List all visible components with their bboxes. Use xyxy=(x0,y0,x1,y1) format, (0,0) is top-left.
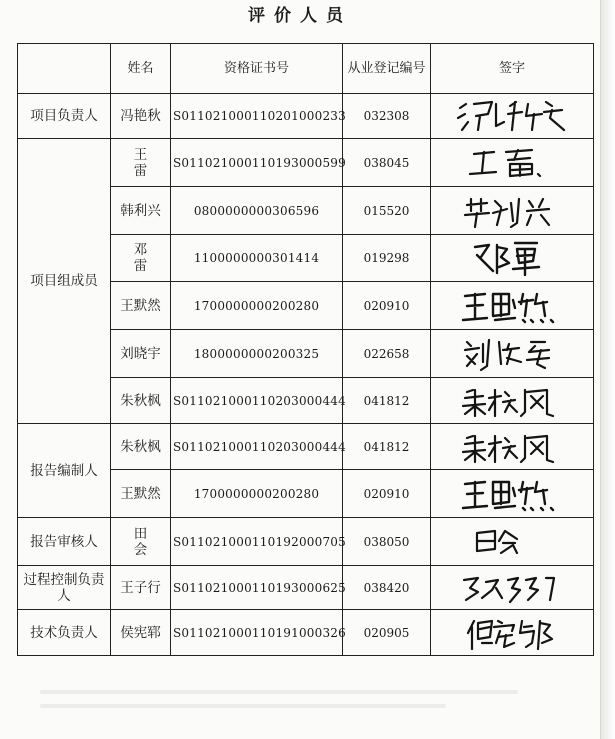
page-title: 评价人员 xyxy=(248,6,352,26)
header-cert: 资格证书号 xyxy=(171,44,343,94)
faded-background-text xyxy=(40,690,560,720)
signature-mark xyxy=(452,570,572,606)
registration-number: 020910 xyxy=(343,470,431,518)
signature xyxy=(431,610,594,656)
signature-mark xyxy=(467,237,557,279)
person-name: 王默然 xyxy=(111,282,171,330)
signature xyxy=(431,518,594,566)
person-name: 朱秋枫 xyxy=(111,424,171,470)
role-project-leader: 项目负责人 xyxy=(18,94,111,139)
signature-mark xyxy=(462,144,562,182)
signature xyxy=(431,139,594,187)
registration-number: 041812 xyxy=(343,378,431,424)
person-name: 田会 xyxy=(111,518,171,566)
cert-number: S011021000110203000444 xyxy=(171,424,343,470)
signature-mark xyxy=(457,334,567,374)
role-report-reviewer: 报告审核人 xyxy=(18,518,111,566)
registration-number: 032308 xyxy=(343,94,431,139)
signature-mark xyxy=(457,474,567,514)
signature xyxy=(431,235,594,282)
signature-mark xyxy=(457,286,567,326)
cert-number: S011021000110203000444 xyxy=(171,378,343,424)
cert-number: 1800000000200325 xyxy=(171,330,343,378)
cert-number: S011021000110201000233 xyxy=(171,94,343,139)
signature xyxy=(431,94,594,139)
table-row xyxy=(18,610,594,656)
signature xyxy=(431,187,594,235)
page-edge xyxy=(601,0,615,739)
registration-number: 038420 xyxy=(343,566,431,610)
person-name: 侯宪郓 xyxy=(111,610,171,656)
signature-mark xyxy=(452,96,572,136)
registration-number: 038045 xyxy=(343,139,431,187)
cert-number: 1700000000200280 xyxy=(171,470,343,518)
table-header-row xyxy=(18,44,594,94)
role-technical-leader: 技术负责人 xyxy=(18,610,111,656)
person-name: 冯艳秋 xyxy=(111,94,171,139)
registration-number: 038050 xyxy=(343,518,431,566)
cert-number: 1100000000301414 xyxy=(171,235,343,282)
registration-number: 015520 xyxy=(343,187,431,235)
signature-mark xyxy=(462,613,562,653)
signature xyxy=(431,282,594,330)
signature xyxy=(431,566,594,610)
registration-number: 020905 xyxy=(343,610,431,656)
person-name: 邓雷 xyxy=(111,235,171,282)
registration-number: 020910 xyxy=(343,282,431,330)
signature-mark xyxy=(457,428,567,466)
signature xyxy=(431,470,594,518)
signature xyxy=(431,330,594,378)
table-row xyxy=(18,518,594,566)
table-row xyxy=(18,94,594,139)
signature-mark xyxy=(457,382,567,420)
evaluator-table xyxy=(17,43,594,656)
table-row xyxy=(18,139,594,187)
header-reg: 从业登记编号 xyxy=(343,44,431,94)
registration-number: 019298 xyxy=(343,235,431,282)
role-report-preparer: 报告编制人 xyxy=(18,424,111,518)
cert-number: 1700000000200280 xyxy=(171,282,343,330)
registration-number: 041812 xyxy=(343,424,431,470)
header-sign: 签字 xyxy=(431,44,594,94)
table-row xyxy=(18,424,594,470)
header-role xyxy=(18,44,111,94)
signature xyxy=(431,378,594,424)
signature xyxy=(431,424,594,470)
signature-mark xyxy=(457,191,567,231)
signature-mark xyxy=(467,523,557,561)
header-name: 姓名 xyxy=(111,44,171,94)
person-name: 王雷 xyxy=(111,139,171,187)
cert-number: 0800000000306596 xyxy=(171,187,343,235)
role-process-control: 过程控制负责人 xyxy=(18,566,111,610)
person-name: 王默然 xyxy=(111,470,171,518)
cert-number: S011021000110191000326 xyxy=(171,610,343,656)
cert-number: S011021000110192000705 xyxy=(171,518,343,566)
person-name: 刘晓宇 xyxy=(111,330,171,378)
role-project-members: 项目组成员 xyxy=(18,139,111,424)
person-name: 王子行 xyxy=(111,566,171,610)
registration-number: 022658 xyxy=(343,330,431,378)
person-name: 韩利兴 xyxy=(111,187,171,235)
person-name: 朱秋枫 xyxy=(111,378,171,424)
table-row xyxy=(18,566,594,610)
cert-number: S011021000110193000625 xyxy=(171,566,343,610)
cert-number: S011021000110193000599 xyxy=(171,139,343,187)
